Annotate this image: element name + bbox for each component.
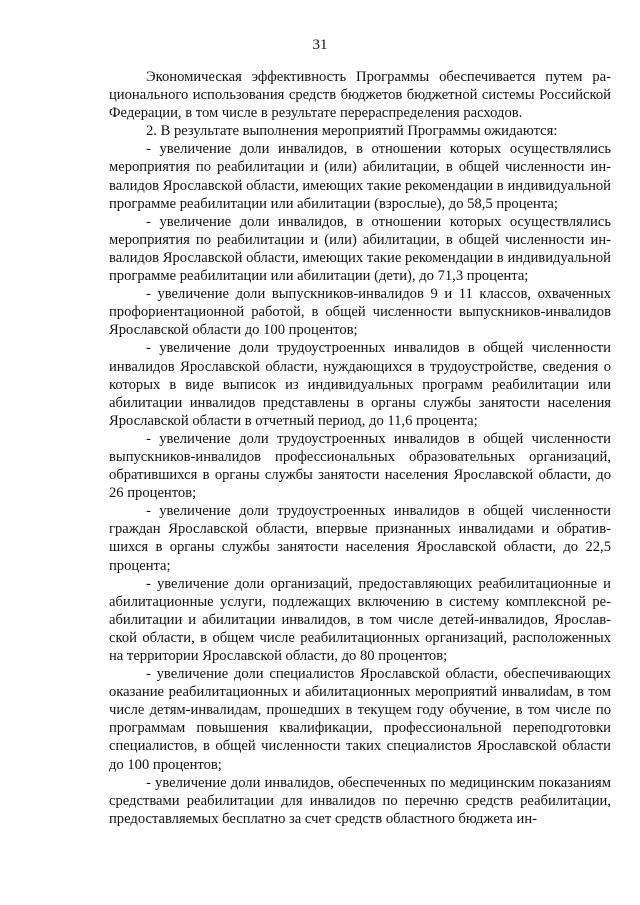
- list-item-rehab-children: - увеличение доли инвалидов, в отношении которых осуществлялись мероприятия по реабилитации и (или) абилитации, в общей численности инвалидов Ярославской области, имеющих такие рекомендации в индивидуальной программе реабилитации или абилитации (дети), до 71,3 процента;: [109, 213, 611, 285]
- paragraph-economic-efficiency: Экономическая эффективность Программы обеспечивается путем рационального использования средств бюджетов бюджетной системы Российской Федерации, в том числе в результате перераспределения расходов.: [109, 69, 611, 122]
- list-item-career-guidance: - увеличение доли выпускников-инвалидов 9 и 11 классов, охваченных профориентационной работой, в общей численности выпускников-инвалидов Ярославской области до 100 процентов;: [109, 286, 611, 339]
- list-item-trained-specialists: - увеличение доли специалистов Ярославской области, обеспечивающих оказание реабилитационных и абилитационных мероприятий инвалиdам, в том числе детям-инвалидам, прошедших в текущем году обучение, в том числе по программам повышения квалификации, профессиональной переподготовки специалистов, в общей численности таких специалистов Ярославской области до 100 процентов;: [109, 666, 611, 773]
- paragraph-expected-results-heading: 2. В результате выполнения мероприятий Программы ожидаются:: [146, 123, 558, 140]
- list-item-rehab-equipment: - увеличение доли инвалидов, обеспеченных по медицинским показаниям средствами реабилитации для инвалидов по перечню средств реабилитации, предоставляемых бесплатно за счет средств областного бюджета ин-: [109, 774, 611, 827]
- list-item-employed-disabled: - увеличение доли трудоустроенных инвалидов в общей численности инвалидов Ярославской области, нуждающихся в трудоустройстве, сведения о которых в виде выписок из индивидуальных программ реабилитации или абилитации инвалидов представлены в органы службы занятости населения Ярославской области в отчетный период, до 11,6 процента;: [109, 340, 611, 429]
- list-item-employed-first-time: - увеличение доли трудоустроенных инвалидов в общей численности граждан Ярославской области, впервые признанных инвалидами и обратившихся в органы службы занятости населения Ярославской области, до 22,5 процента;: [109, 503, 611, 574]
- list-item-rehab-adults: - увеличение доли инвалидов, в отношении которых осуществлялись мероприятия по реабилитации и (или) абилитации, в общей численности инвалидов Ярославской области, имеющих такие рекомендации в индивидуальной программе реабилитации или абилитации (взрослые), до 58,5 процента;: [109, 141, 611, 212]
- list-item-employed-graduates: - увеличение доли трудоустроенных инвалидов в общей численности выпускников-инвалидов профессиональных образовательных организаций, обратившихся в органы службы занятости населения Ярославской области, до 26 процентов;: [109, 430, 611, 502]
- page-number: 31: [312, 37, 328, 53]
- document-body: [109, 68, 611, 828]
- list-item-rehab-organizations: - увеличение доли организаций, предоставляющих реабилитационные и абилитационные услуги, подлежащих включению в систему комплексной реабилитации и абилитации инвалидов, в том числе детей-инвалидов, Ярославской области, в общем числе реабилитационных организаций, расположенных на территории Ярославской области, до 80 процентов;: [109, 575, 611, 664]
